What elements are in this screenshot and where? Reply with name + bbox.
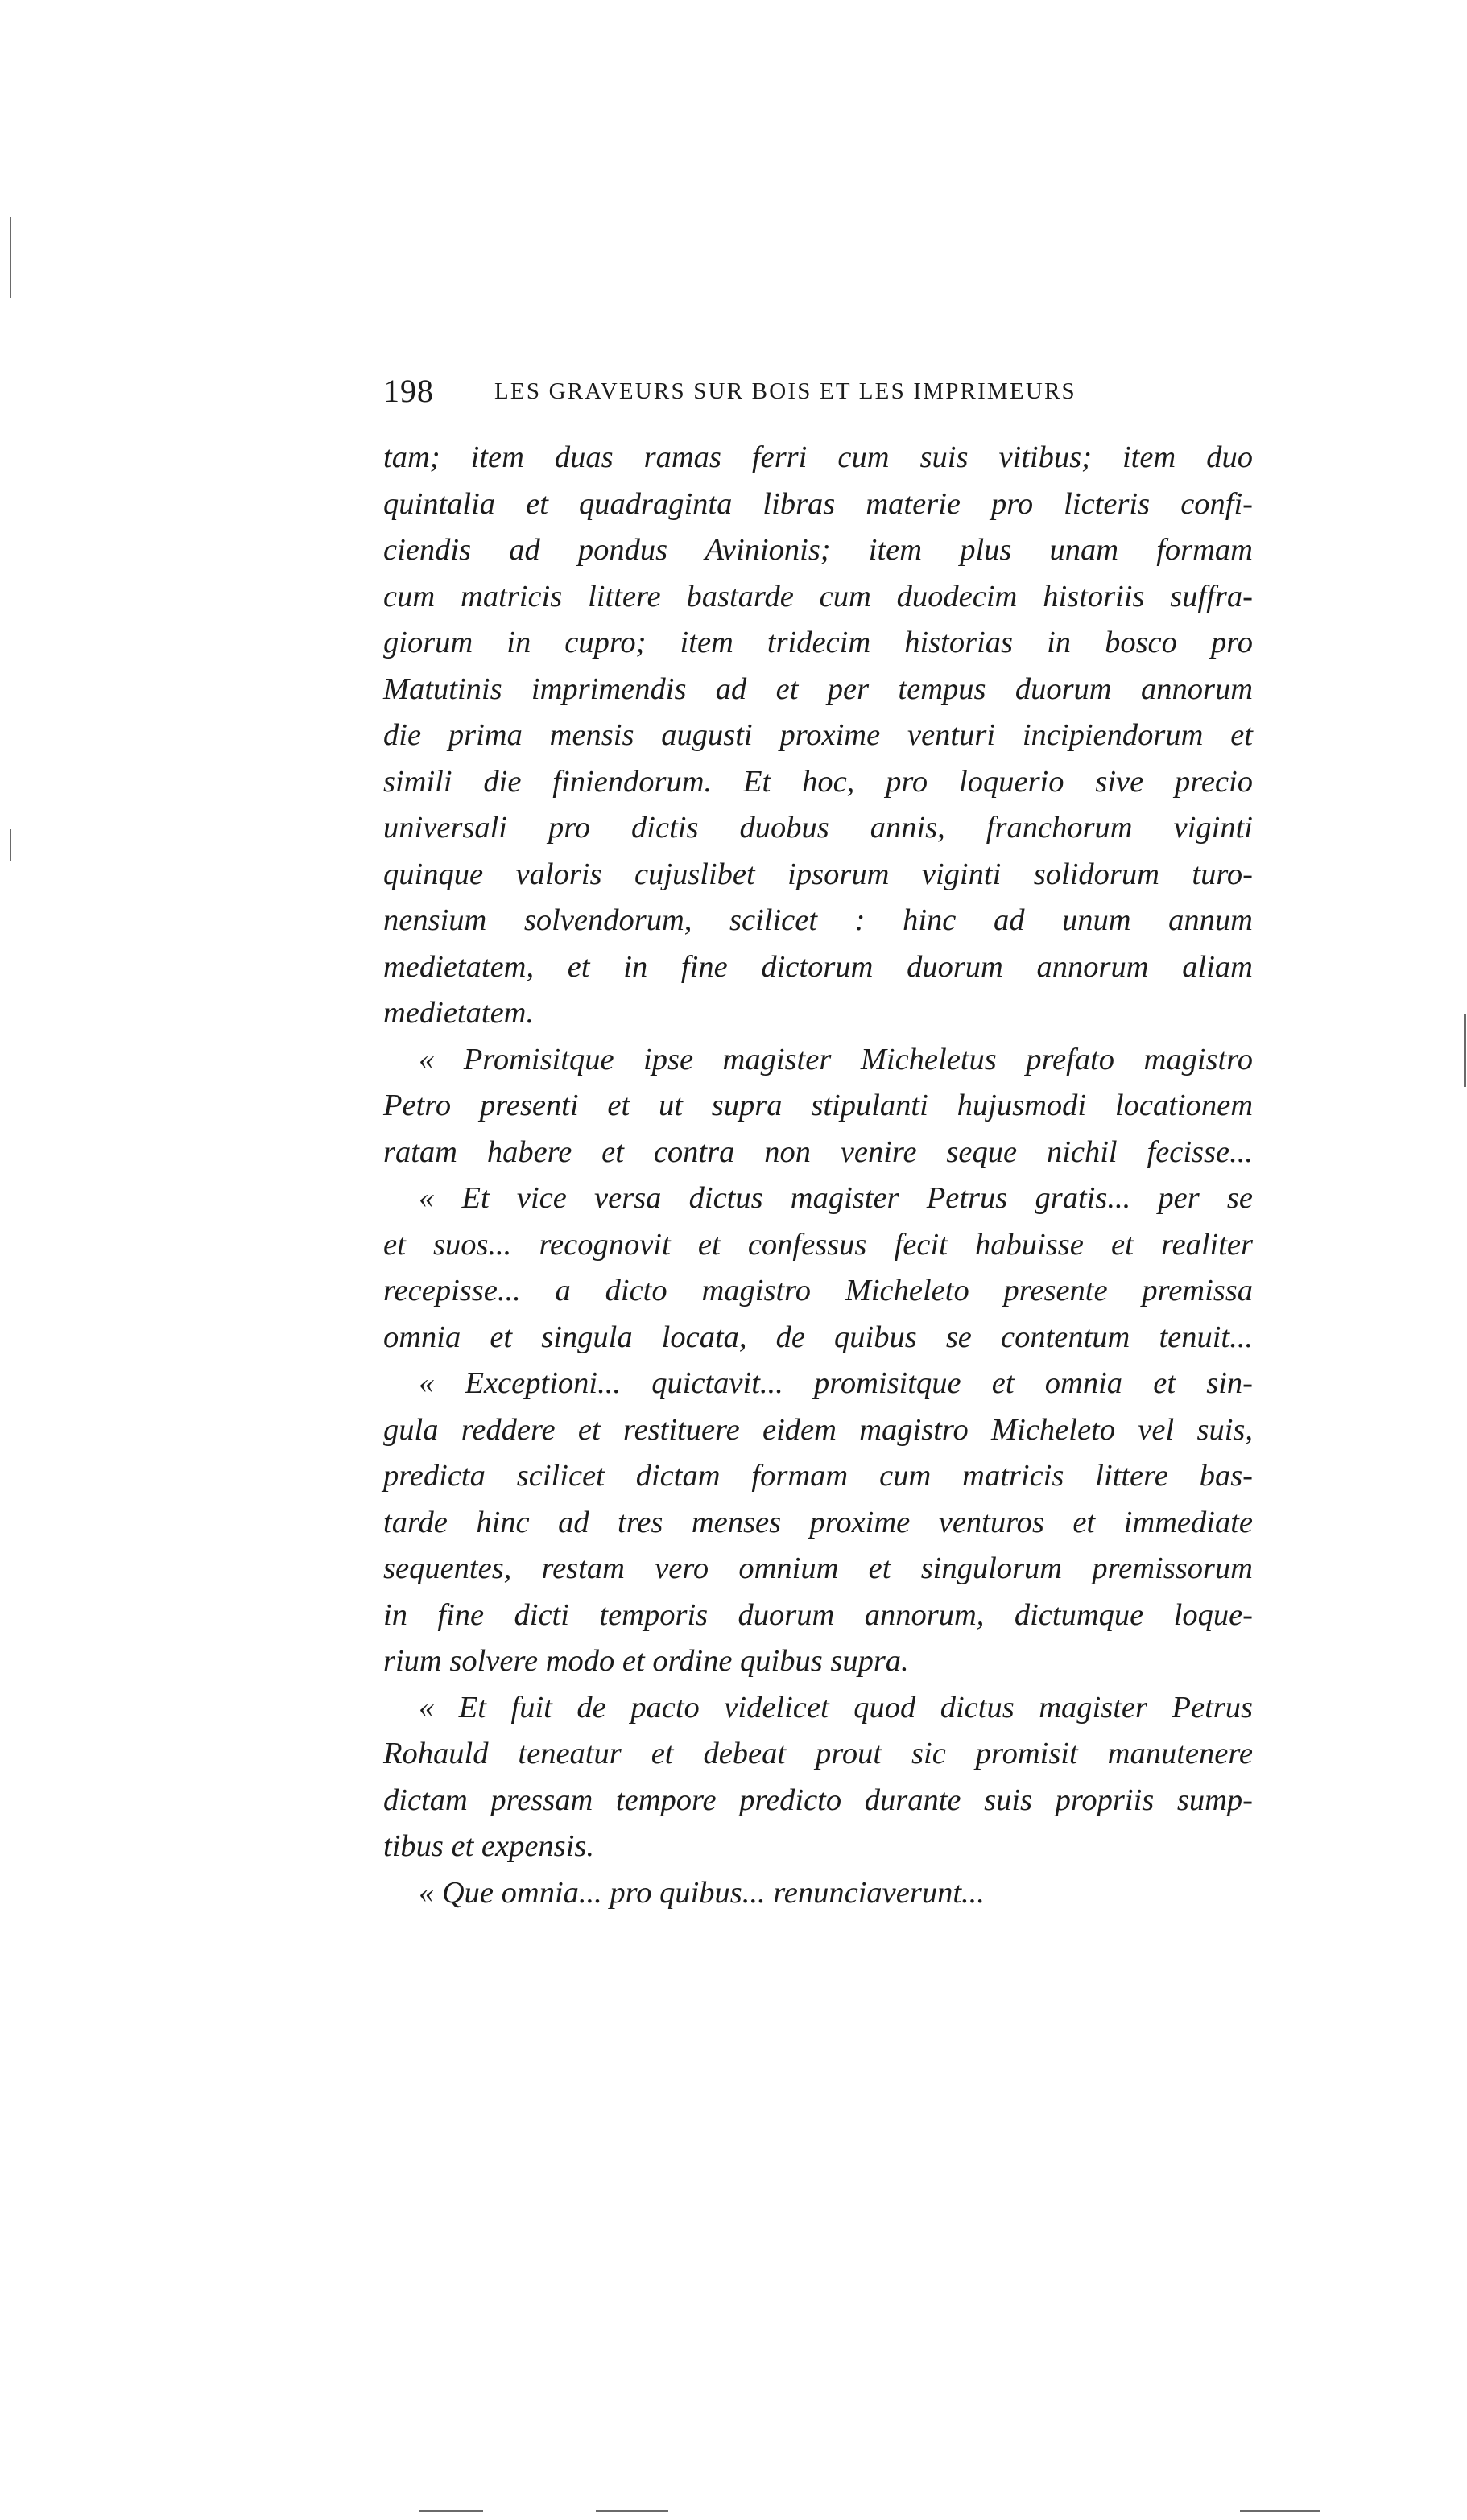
text-line: tibus et expensis.: [383, 1829, 594, 1863]
text-line: tarde hinc ad tres menses proxime venturos et immediate: [383, 1505, 1253, 1539]
scan-margin-line-left-bottom: [10, 829, 11, 861]
text-line: die prima mensis augusti proxime venturi incipiendorum et: [383, 718, 1253, 752]
scan-bottom-rule-2: [596, 2510, 668, 2512]
running-head: LES GRAVEURS SUR BOIS ET LES IMPRIMEURS: [494, 378, 1076, 404]
scan-margin-line-right-2: [1464, 1014, 1466, 1087]
scan-bottom-rule-3: [1240, 2510, 1320, 2512]
text-line: « Promisitque ipse magister Micheletus prefato magistro: [419, 1042, 1253, 1076]
text-line: recepisse... a dicto magistro Micheleto presente premissa: [383, 1274, 1253, 1308]
text-line: predicta scilicet dictam formam cum matricis littere bas-: [383, 1459, 1253, 1493]
text-line: Rohauld teneatur et debeat prout sic promisit manutenere: [383, 1737, 1253, 1770]
text-line: ciendis ad pondus Avinionis; item plus unam formam: [383, 533, 1253, 567]
text-line: tam; item duas ramas ferri cum suis vitibus; item duo: [383, 440, 1253, 474]
text-line: Petro presenti et ut supra stipulanti hujusmodi locationem: [383, 1089, 1253, 1122]
text-line: simili die finiendorum. Et hoc, pro loquerio sive precio: [383, 764, 1253, 799]
text-line: dictam pressam tempore predicto durante suis propriis sump-: [383, 1783, 1253, 1817]
text-line: medietatem.: [383, 996, 535, 1030]
text-line: medietatem, et in fine dictorum duorum annorum aliam: [383, 949, 1253, 984]
text-line: universali pro dictis duobus annis, franchorum viginti: [383, 811, 1253, 845]
text-line: « Que omnia... pro quibus... renunciaverunt...: [419, 1875, 985, 1910]
text-line: cum matricis littere bastarde cum duodecim historiis suffra-: [383, 579, 1253, 613]
text-line: ratam habere et contra non venire seque nichil fecisse...: [383, 1134, 1253, 1169]
text-line: « Exceptioni... quictavit... promisitque et omnia et sin-: [419, 1366, 1253, 1400]
text-line: « Et vice versa dictus magister Petrus gratis... per se: [419, 1181, 1253, 1215]
text-line: rium solvere modo et ordine quibus supra.: [383, 1644, 909, 1678]
text-line: nensium solvendorum, scilicet : hinc ad unum annum: [383, 903, 1253, 937]
text-line: quintalia et quadraginta libras materie pro licteris confi-: [383, 486, 1253, 521]
scan-bottom-rule-1: [419, 2510, 483, 2512]
page-header: [383, 372, 1253, 412]
text-line: giorum in cupro; item tridecim historias in bosco pro: [383, 626, 1253, 659]
text-line: sequentes, restam vero omnium et singulorum premissorum: [383, 1551, 1253, 1585]
text-line: quinque valoris cujuslibet ipsorum viginti solidorum turo-: [383, 857, 1253, 891]
text-line: gula reddere et restituere eidem magistro Micheleto vel suis,: [383, 1412, 1253, 1447]
scan-margin-line-left-top: [10, 217, 11, 298]
text-line: omnia et singula locata, de quibus se contentum tenuit...: [383, 1320, 1253, 1354]
body-text: [383, 435, 1253, 1916]
page-number: 198: [383, 373, 434, 409]
text-line: Matutinis imprimendis ad et per tempus duorum annorum: [383, 671, 1253, 706]
text-line: et suos... recognovit et confessus fecit habuisse et realiter: [383, 1227, 1253, 1262]
text-line: « Et fuit de pacto videlicet quod dictus magister Petrus: [419, 1690, 1253, 1725]
text-line: in fine dicti temporis duorum annorum, dictumque loque-: [383, 1597, 1253, 1632]
